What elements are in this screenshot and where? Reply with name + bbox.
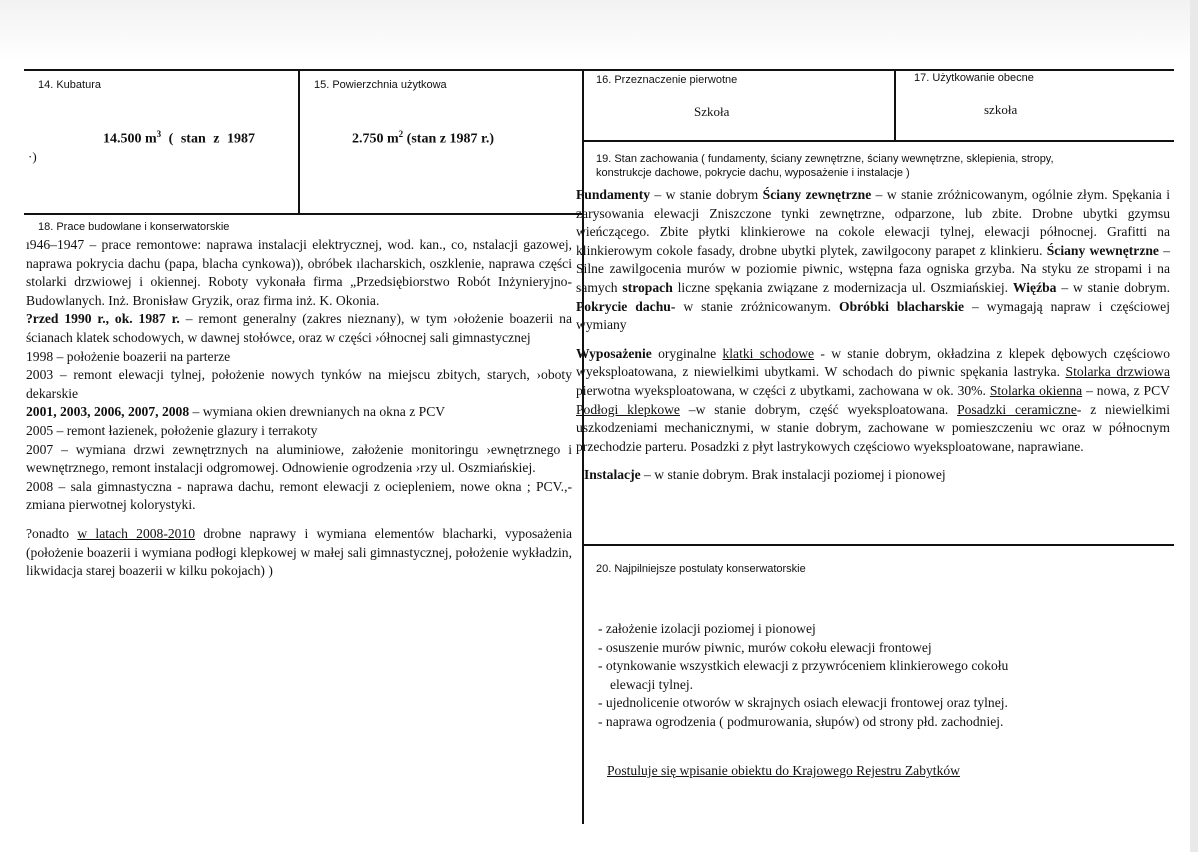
top-border [24,69,1174,71]
works-windows: 2001, 2003, 2006, 2007, 2008 – wymiana okien drewnianych na okna z PCV [26,404,446,420]
field-15-label: 15. Powierzchnia użytkowa [314,79,447,91]
col-divider-16-17 [894,69,896,142]
works-1987: ?rzed 1990 r., ok. 1987 r. – remont generalny (zakres nieznany), w tym ›ołożenie boazerii na ścianach klatek schodowych, w dawnej stołówce, oraz w części ›ółnocnej sali gimnastycznej [26,311,572,345]
works-2007: 2007 – wymiana drzwi zewnętrznych na aluminiowe, założenie monitoringu ›ewnętrznego i wewnętrznego, remont instalacji odgromowej. Odnowienie ogrodzenia ›rzy ul. Oszmiańskiej. [26,441,572,476]
postulate-item: - osuszenie murów piwnic, murów cokołu elewacji frontowej [598,639,932,655]
field-18-label: 18. Prace budowlane i konserwatorskie [38,221,230,233]
field-20-label: 20. Najpilniejsze postulaty konserwatorskie [596,563,806,575]
field-14-stray-mark: ·) [28,149,37,164]
postulate-item: - naprawa ogrodzenia ( podmurowania, słupów) od strony płd. zachodniej. [598,713,1004,729]
postulate-item: - ujednolicenie otworów w skrajnych osiach elewacji frontowej oraz tylnej. [598,695,1008,711]
works-2008: 2008 – sala gimnastyczna - naprawa dachu, remont elewacji z ociepleniem, nowe okna ; PCV.,- zmiana pierwotnej kolorystyki. [26,478,572,513]
row-divider-right-mid [582,544,1174,546]
works-2008-2010: ?onadto w latach 2008-2010 drobne naprawy i wymiana elementów blacharki, vyposażenia (położenie boazerii i wymiana podłogi klepkowej w małej sali gimnastycznej, położenie wykładzin, likwidacja starej boazerii w kilku pokojach) ) [26,525,573,579]
field-19-label: 19. Stan zachowania ( fundamenty, ściany zewnętrzne, ściany wewnętrzne, sklepienia, stropy, [596,153,1054,165]
field-19-label-cont: konstrukcje dachowe, pokrycie dachu, wyposażenie i instalacje ) [596,167,910,179]
works-1998: 1998 – położenie boazerii na parterze [26,348,231,364]
works-2003: 2003 – remont elewacji tylnej, położenie nowych tynków na miejscu zbitych, starych, ›oboty dekarskie [26,367,572,401]
field-14-value: 14.500 $m^3$ ( stan z 1987 [103,129,255,147]
works-1946: ı946–1947 – prace remontowe: naprawa instalacji elektrycznej, wod. kan., co, nstalacji gazowej, naprawa pokrycia dachu (papa, blacha cynkowa)), obróbek ılacharskich, oszklenie, naprawa części stolarki drzwiowej i okiennej. Roboty vykonała firma „Przedsiębiorstwo Robót Inżynieryjno-Budowlanych. Inż. Bronisław Gryzik, oraz firma inż. K. Okonia. [26,237,572,308]
field-15-value: 2.750 $m^2$ (stan z 1987 r.) [352,129,495,147]
field-17-label: 17. Użytkowanie obecne [914,72,1034,84]
condition-structure: Fundamenty – w stanie dobrym Ściany zewnętrzne – w stanie zróżnicowanym, ogólnie złym. Spękania i zarysowania elewacji Zniszczone tynki zewnętrzne, odparzone, lub zbite. Drobne ubytki gzymsu wieńczącego. Zbite płytki klinkierowe na cokole elewacji tylnej, elewacji północnej. Grafitti na klinkierowym cokole fasady, drobne ubytki plytek, zawilgocony parapet z klinkieru. Ściany wewnętrzne – Silne zawilgocenia murów w poziomie piwnic, wstępna faza ogniska grzyba. Na styku ze stropami i na samych stropach liczne spękania związane z modernizacja ul. Oszmiańskiej. Więźba – w stanie dobrym. Pokrycie dachu- w stanie zróżnicowanym. Obróbki blacharskie – wymagają napraw i częściowej wymiany [576,187,1171,333]
scan-top-shade [0,0,1198,60]
postulate-item: - założenie izolacji poziomej i pionowej [598,621,816,636]
postulates-list [598,620,1168,732]
field-18-content [26,236,572,581]
row-divider-left [24,213,584,215]
field-16-value: Szkoła [694,104,730,119]
postulate-item: - otynkowanie wszystkich elewacji z przywróceniem klinkierowego cokołu [598,658,1009,674]
col-divider-14-15 [298,69,300,215]
row-divider-right-top [582,140,1174,142]
scan-right-edge [1190,0,1198,852]
registry-postulate: Postuluje się wpisanie obiektu do Krajowego Rejestru Zabytków [607,763,960,778]
works-2005: 2005 – remont łazienek, położenie glazury i terrakoty [26,422,318,438]
field-17-value: szkoła [984,102,1018,117]
field-16-label: 16. Przeznaczenie pierwotne [596,74,738,86]
condition-equipment: Wyposażenie oryginalne klatki schodowe - w stanie dobrym, okładzina z klepek dębowych częściowo wyeksploatowana, z niewielkimi ubytkami. W schodach do piwnic spękania lastryka. Stolarka drzwiowa pierwotna wyeksploatowana, w części z ubytkami, zachowana w ok. 30%. Stolarka okienna – nowa, z PCV Podłogi klepkowe –w stanie dobrym, część wyeksploatowana. Posadzki ceramiczne- z niewielkimi uszkodzeniami mechanicznymi, w stanie dobrym, zachowane w pomieszczeniu wc oraz w północnym przechodzie parteru. Posadzki z płyt lastrykowych częściowo wyeksploatowane, naprawiane. [576,345,1170,454]
field-19-content [576,186,1170,485]
condition-installations: Instalacje – w stanie dobrym. Brak instalacji poziomej i pionowej [584,467,946,483]
field-14-label: 14. Kubatura [38,79,101,91]
postulate-item-cont: elewacji tylnej. [610,676,694,692]
